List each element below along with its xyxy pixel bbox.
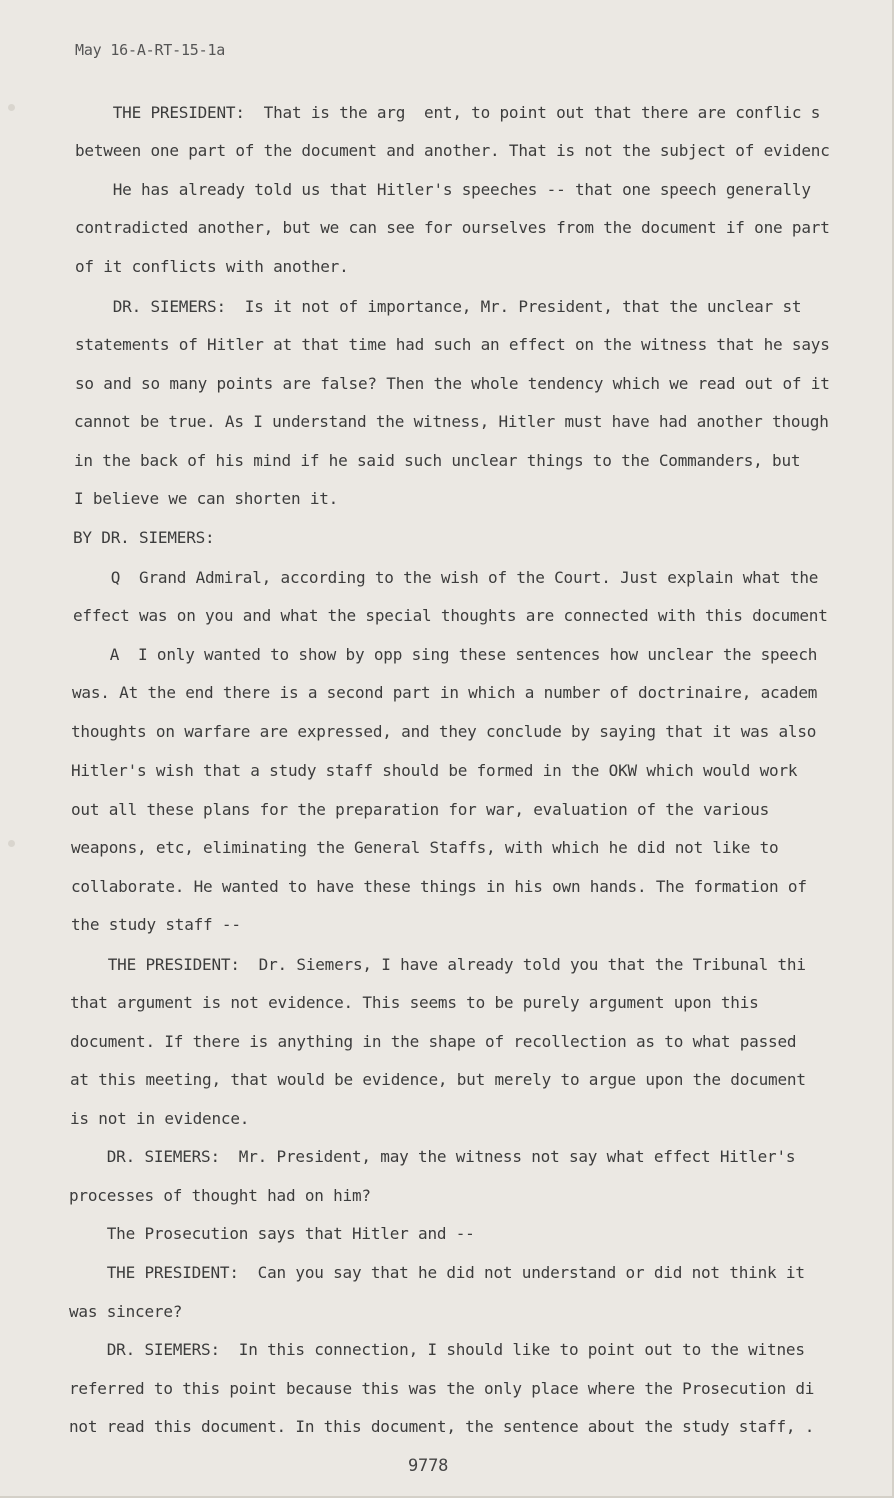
text-line: I believe we can shorten it. — [74, 489, 339, 508]
text-line: DR. SIEMERS: In this connection, I should like to point out to the witnes — [69, 1340, 805, 1359]
text-line: THE PRESIDENT: Dr. Siemers, I have already told you that the Tribunal thi — [70, 955, 806, 974]
text-line: the study staff -- — [71, 915, 241, 934]
text-line: so and so many points are false? Then the whole tendency which we read out of it — [75, 374, 830, 393]
text-line: at this meeting, that would be evidence, but merely to argue upon the document — [70, 1070, 806, 1089]
text-line: not read this document. In this document, the sentence about the study staff, . — [69, 1417, 815, 1436]
text-line: BY DR. SIEMERS: — [73, 528, 215, 547]
text-line: that argument is not evidence. This seems to be purely argument upon this — [70, 993, 759, 1012]
text-line: was. At the end there is a second part in which a number of doctrinaire, academ — [72, 683, 818, 702]
text-line: referred to this point because this was the only place where the Prosecution di — [69, 1379, 815, 1398]
text-line: DR. SIEMERS: Mr. President, may the witness not say what effect Hitler's — [69, 1147, 796, 1166]
text-line: in the back of his mind if he said such unclear things to the Commanders, but — [74, 451, 801, 470]
text-line: DR. SIEMERS: Is it not of importance, Mr. President, that the unclear st — [75, 297, 802, 316]
page-number: 9778 — [408, 1456, 449, 1476]
text-line: out all these plans for the preparation for war, evaluation of the various — [71, 800, 770, 819]
text-line: weapons, etc, eliminating the General Staffs, with which he did not like to — [71, 838, 779, 857]
punch-hole-mark — [8, 104, 15, 111]
text-line: Q Grand Admiral, according to the wish of the Court. Just explain what the — [73, 568, 819, 587]
text-line: cannot be true. As I understand the witness, Hitler must have had another though — [74, 412, 829, 431]
text-line: A I only wanted to show by opp sing these sentences how unclear the speech — [72, 645, 818, 664]
text-line: of it conflicts with another. — [75, 257, 349, 276]
text-line: THE PRESIDENT: That is the arg ent, to point out that there are conflic s — [75, 103, 821, 122]
text-line: thoughts on warfare are expressed, and they conclude by saying that it was also — [71, 722, 817, 741]
text-line: The Prosecution says that Hitler and -- — [69, 1224, 475, 1243]
punch-hole-mark — [8, 840, 15, 847]
text-line: between one part of the document and another. That is not the subject of evidenc — [75, 141, 830, 160]
document-reference: May 16-A-RT-15-1a — [75, 41, 226, 59]
text-line: effect was on you and what the special thoughts are connected with this document — [73, 606, 828, 625]
text-line: processes of thought had on him? — [69, 1186, 371, 1205]
text-line: statements of Hitler at that time had such an effect on the witness that he says — [75, 335, 830, 354]
text-line: THE PRESIDENT: Can you say that he did not understand or did not think it — [69, 1263, 805, 1282]
text-line: contradicted another, but we can see for ourselves from the document if one part — [75, 218, 830, 237]
text-line: was sincere? — [69, 1302, 183, 1321]
text-line: document. If there is anything in the shape of recollection as to what passed — [70, 1032, 797, 1051]
text-line: He has already told us that Hitler's speeches -- that one speech generally — [75, 180, 811, 199]
text-line: is not in evidence. — [70, 1109, 250, 1128]
text-line: collaborate. He wanted to have these things in his own hands. The formation of — [71, 877, 807, 896]
text-line: Hitler's wish that a study staff should be formed in the OKW which would work — [71, 761, 798, 780]
